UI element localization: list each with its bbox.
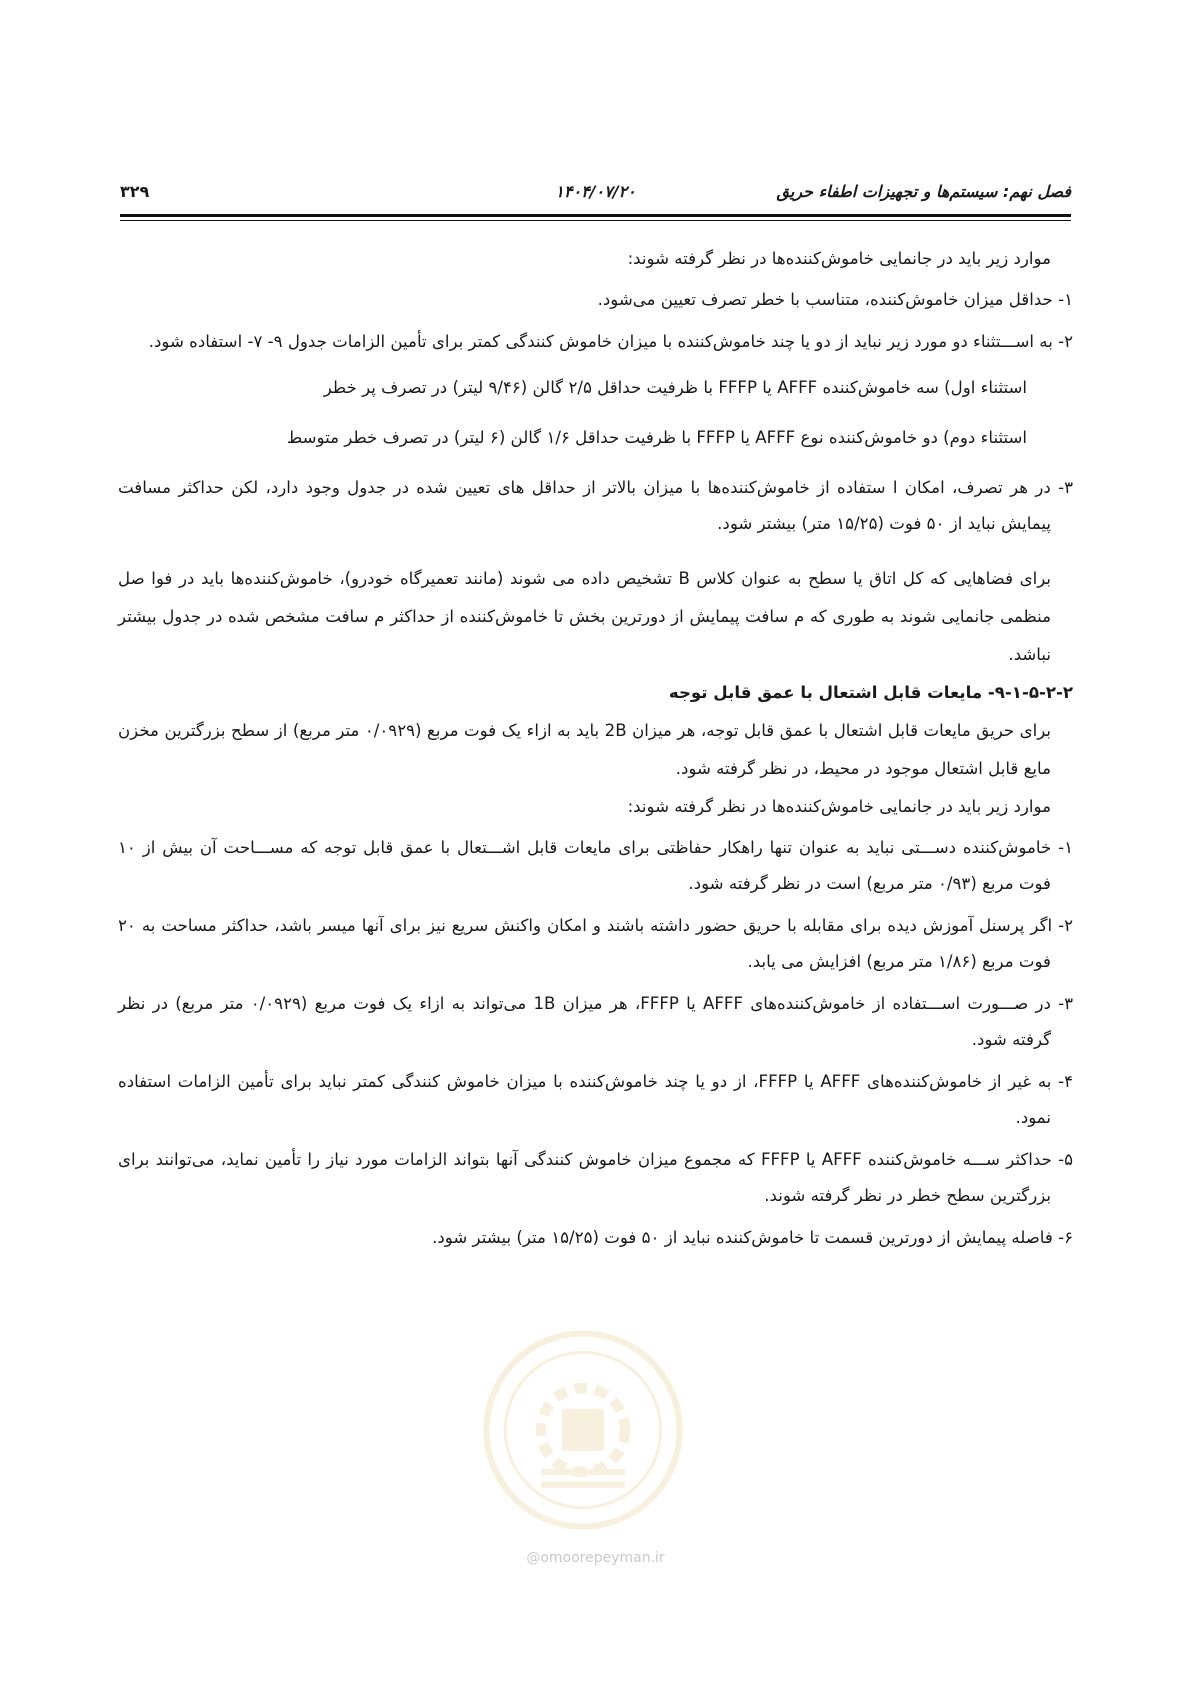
page-header [120, 182, 1071, 206]
class-b-paragraph: برای فضاهایی که کل اتاق یا سطح به عنوان کلاس B تشخیص داده می شوند (مانند تعمیرگاه خودرو)، خاموش‌کننده‌ها باید در فوا صل منظمی جانمایی شوند به طوری که م سافت پیمایش از دورترین بخش تا خاموش‌کننده از حداکثر م سافت مشخص شده در جدول بیشتر نباشد. [118, 569, 1051, 664]
header-rule-thin [120, 220, 1071, 221]
header-rule-thick [120, 214, 1071, 217]
watermark-url: @omoorepeyman.ir [526, 1550, 665, 1566]
list1-item-1: ۱- حداقل میزان خاموش‌کننده، متناسب با خطر تصرف تعیین می‌شود. [597, 290, 1073, 309]
section-heading: ۹-۱-۵-۲-۲- مایعات قابل اشتعال با عمق قابل توجه [668, 683, 1073, 702]
exception-1: استثناء اول) سه خاموش‌کننده AFFF یا FFFP با ظرفیت حداقل ۲/۵ گالن (۹/۴۶ لیتر) در تصرف پر خطر [323, 378, 1027, 397]
intro-paragraph-1: موارد زیر باید در جانمایی خاموش‌کننده‌ها در نظر گرفته شوند: [627, 249, 1051, 268]
list2-item-5: ۵- حداکثر ســـه خاموش‌کننده AFFF یا FFFP که مجموع میزان خاموش کنندگی آنها بتواند الزامات مورد نیاز را تأمین نماید، می‌توانند برای بزرگترین سطح خطر در نظر گرفته شوند. [118, 1150, 1073, 1205]
list2-item-3: ۳- در صـــورت اســـتفاده از خاموش‌کننده‌های AFFF یا FFFP، هر میزان 1B می‌تواند به ازاء یک فوت مربع (۰/۰۹۲۹ متر مربع) در نظر گرفته شود. [118, 994, 1073, 1049]
watermark-seal-icon [478, 1325, 688, 1535]
list2-item-2: ۲- اگر پرسنل آموزش دیده برای مقابله با حریق حضور داشته باشند و امکان واکنش سریع نیز برای آنها میسر باشد، حداکثر مساحت به ۲۰ فوت مربع (۱/۸۶ متر مربع) افزایش می یابد. [118, 916, 1073, 971]
list1-item-3: ۳- در هر تصرف، امکان ا ستفاده از خاموش‌کننده‌ها با میزان بالاتر از حداقل های تعیین شده در جدول وجود دارد، لکن حداکثر مسافت پیمایش نباید از ۵۰ فوت (۱۵/۲۵ متر) بیشتر شود. [118, 478, 1073, 533]
list1-item-2: ۲- به اســـتثناء دو مورد زیر نباید از دو یا چند خاموش‌کننده با میزان خاموش کنندگی کمتر برای تأمین الزامات جدول ۹- ۷- استفاده شود. [148, 332, 1073, 351]
list2-item-1: ۱- خاموش‌کننده دســـتی نباید به عنوان تنها راهکار حفاظتی برای مایعات قابل اشـــتعال با عمق قابل توجه که مســـاحت آن بیش از ۱۰ فوت مربع (۰/۹۳ متر مربع) است در نظر گرفته شود. [118, 838, 1073, 893]
list2-item-4: ۴- به غیر از خاموش‌کننده‌های AFFF یا FFFP، از دو یا چند خاموش‌کننده با میزان خاموش کنندگی کمتر نباید برای تأمین الزامات استفاده نمود. [118, 1072, 1073, 1127]
page-number: ۳۲۹ [120, 182, 150, 201]
depth-paragraph: برای حریق مایعات قابل اشتعال با عمق قابل توجه، هر میزان 2B باید به ازاء یک فوت مربع (۰/۰۹۲۹ متر مربع) از سطح بزرگترین مخزن مایع قابل اشتعال موجود در محیط، در نظر گرفته شود. [118, 721, 1051, 778]
exception-2: استثناء دوم) دو خاموش‌کننده نوع AFFF یا FFFP با ظرفیت حداقل ۱/۶ گالن (۶ لیتر) در تصرف خطر متوسط [286, 428, 1027, 447]
header-date: ۱۴۰۴/۰۷/۲۰ [555, 182, 636, 201]
chapter-title: فصل نهم: سیستم‌ها و تجهیزات اطفاء حریق [776, 182, 1071, 201]
list2-item-6: ۶- فاصله پیمایش از دورترین قسمت تا خاموش‌کننده نباید از ۵۰ فوت (۱۵/۲۵ متر) بیشتر شود. [432, 1228, 1073, 1247]
intro-paragraph-2: موارد زیر باید در جانمایی خاموش‌کننده‌ها در نظر گرفته شوند: [627, 797, 1051, 816]
body-text [118, 240, 1073, 1262]
